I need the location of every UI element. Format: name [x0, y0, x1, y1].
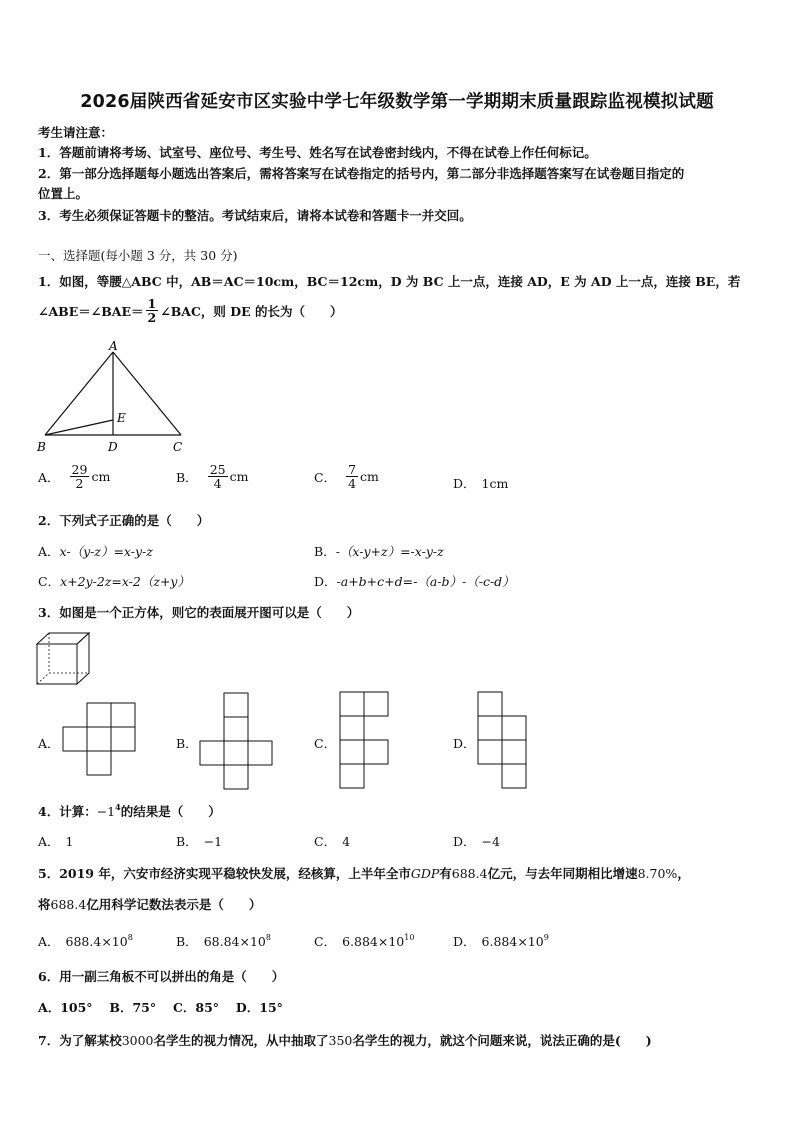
q3-net-a[interactable]: [60, 702, 140, 782]
option-exponent: 8: [127, 933, 133, 942]
q3-option-d-label[interactable]: D．: [453, 736, 476, 751]
q4-text: 的结果是（ ）: [120, 804, 221, 819]
option-base: 6.884×10: [342, 934, 405, 949]
option-text: -（x-y+z）=-x-y-z: [335, 544, 444, 559]
q1-stem-line2: [38, 297, 343, 324]
q1-option-b[interactable]: [176, 463, 248, 490]
frac-denominator: 2: [75, 476, 84, 492]
q7-number: 3000: [121, 1033, 154, 1048]
frac-numerator: 25: [209, 462, 226, 477]
notice-item: 3．考生必须保证答题卡的整洁。考试结束后，请将本试卷和答题卡一并交回。: [38, 208, 472, 223]
q4-stem: [38, 802, 221, 820]
option-letter: B．: [176, 834, 198, 849]
label-b: B: [37, 440, 46, 454]
option-base: 688.4×10: [65, 934, 128, 949]
q7-text: 名学生的视力情况，从中抽取了: [153, 1033, 329, 1048]
q6-options[interactable]: A．105° B．75° C．85° D．15°: [38, 1000, 283, 1015]
q5-value: 688.4: [50, 897, 87, 912]
q7-number: 350: [328, 1033, 353, 1048]
q2-option-d[interactable]: [314, 572, 515, 590]
q1-option-d[interactable]: [453, 474, 508, 492]
option-text: −4: [481, 834, 500, 849]
q7-text: 名学生的视力，就这个问题来说，说法正确的是( ): [352, 1033, 652, 1048]
q5-text: 将: [38, 897, 51, 912]
q4-option-a[interactable]: [38, 832, 73, 850]
q3-option-b-label[interactable]: B．: [176, 736, 198, 751]
q5-text: 有: [439, 866, 452, 881]
q5-text: 亿元，与去年同期相比增速: [487, 866, 638, 881]
notice-heading: 考生请注意：: [38, 125, 114, 140]
q4-exponent: 4: [115, 802, 121, 812]
q1-text: ∠BAC，则 DE 的长为（ ）: [160, 303, 343, 319]
triangle-figure: [32, 338, 202, 458]
q7-stem: [38, 1031, 652, 1049]
q3-option-c-label[interactable]: C．: [314, 736, 337, 751]
q5-value: 8.70%: [637, 866, 678, 881]
q2-option-a[interactable]: [38, 542, 153, 560]
notice-item: 位置上。: [38, 186, 89, 201]
option-base: 6.884×10: [481, 934, 544, 949]
option-text: 4: [342, 834, 351, 849]
option-letter: C．: [38, 574, 61, 589]
frac-denominator: 4: [348, 476, 357, 492]
frac-denominator: 4: [213, 476, 222, 492]
option-text: -a+b+c+d=-（a-b）-（-c-d）: [336, 574, 515, 589]
option-letter: A．: [38, 469, 60, 485]
notice-item: 2．第一部分选择题每小题选出答案后，需将答案写在试卷指定的括号内，第二部分非选择题答案写在试卷题目指定的: [38, 166, 685, 181]
q1-fraction: [146, 297, 159, 324]
notice-item: 1．答题前请将考场、试室号、座位号、考生号、姓名写在试卷密封线内，不得在试卷上作任何标记。: [38, 145, 597, 160]
option-text: 1cm: [481, 476, 509, 491]
option-letter: C．: [314, 934, 337, 949]
q7-text: 7．为了解某校: [38, 1033, 122, 1048]
q3-net-d[interactable]: [476, 690, 556, 795]
q4-base: −1: [96, 804, 116, 819]
option-text: 1: [65, 834, 74, 849]
option-letter: D．: [453, 934, 476, 949]
option-exponent: 9: [543, 933, 549, 942]
q3-net-c[interactable]: [338, 690, 418, 795]
option-exponent: 8: [265, 933, 271, 942]
q3-stem: 3．如图是一个正方体，则它的表面展开图可以是（ ）: [38, 605, 360, 620]
frac-denominator: 2: [147, 310, 157, 326]
section-heading: 一、选择题(每小题 3 分，共 30 分): [38, 248, 238, 263]
q2-option-c[interactable]: [38, 572, 190, 590]
option-unit: cm: [229, 469, 249, 485]
option-letter: A．: [38, 544, 60, 559]
frac-numerator: 1: [147, 296, 157, 311]
q1-stem: 1．如图，等腰△ABC 中，AB＝AC＝10cm，BC＝12cm，D 为 BC 上一点，连接 AD，E 为 AD 上一点，连接 BE，若: [38, 274, 741, 289]
label-c: C: [173, 440, 183, 454]
label-d: D: [108, 440, 118, 454]
q4-option-b[interactable]: [176, 832, 222, 850]
q4-option-d[interactable]: [453, 832, 500, 850]
q1-option-a[interactable]: [38, 463, 110, 490]
q5-stem-line1: [38, 864, 690, 882]
option-letter: B．: [314, 544, 336, 559]
option-letter: D．: [314, 574, 337, 589]
option-unit: cm: [360, 469, 379, 485]
q5-text: ，: [677, 866, 690, 881]
option-text: x-（y-z）=x-y-z: [59, 544, 153, 559]
option-base: 68.84×10: [203, 934, 266, 949]
option-letter: D．: [453, 476, 476, 491]
q5-option-a[interactable]: [38, 932, 133, 950]
label-e: E: [117, 411, 126, 425]
option-letter: B．: [176, 934, 198, 949]
option-letter: A．: [38, 834, 60, 849]
q5-stem-line2: [38, 895, 261, 913]
q5-gdp: GDP: [410, 866, 440, 881]
label-a: A: [109, 339, 118, 353]
option-letter: C．: [314, 469, 337, 485]
option-letter: A．: [38, 934, 60, 949]
option-fraction: [208, 463, 228, 490]
option-letter: D．: [453, 834, 476, 849]
q1-text: ∠ABE＝∠BAE＝: [38, 303, 144, 319]
q2-stem: 2．下列式子正确的是（ ）: [38, 513, 210, 528]
option-letter: C．: [314, 834, 337, 849]
q3-option-a-label[interactable]: A．: [38, 736, 60, 751]
q4-text: 4．计算：: [38, 804, 97, 819]
q5-text: 5．2019 年，六安市经济实现平稳较快发展，经核算，上半年全市: [38, 866, 411, 881]
option-text: −1: [203, 834, 223, 849]
option-fraction: [70, 463, 90, 490]
frac-numerator: 7: [348, 462, 357, 477]
option-letter: B．: [176, 469, 198, 485]
q2-option-b[interactable]: [314, 542, 444, 560]
q5-option-c[interactable]: [314, 932, 414, 950]
option-text: x+2y-2z=x-2（z+y）: [60, 574, 190, 589]
option-unit: cm: [91, 469, 111, 485]
cube-figure: [36, 632, 100, 686]
q5-value: 688.4: [451, 866, 488, 881]
q1-option-c[interactable]: [314, 463, 379, 490]
q5-text: 亿用科学记数法表示是（ ）: [86, 897, 262, 912]
page-title: 2026届陕西省延安市区实验中学七年级数学第一学期期末质量跟踪监视模拟试题: [80, 92, 714, 112]
q3-net-b[interactable]: [198, 690, 278, 790]
q6-stem: 6．用一副三角板不可以拼出的角是（ ）: [38, 969, 285, 984]
frac-numerator: 29: [71, 462, 88, 477]
q5-option-d[interactable]: [453, 932, 549, 950]
q4-option-c[interactable]: [314, 832, 350, 850]
option-fraction: [346, 463, 358, 490]
q5-option-b[interactable]: [176, 932, 271, 950]
option-exponent: 10: [404, 933, 415, 942]
